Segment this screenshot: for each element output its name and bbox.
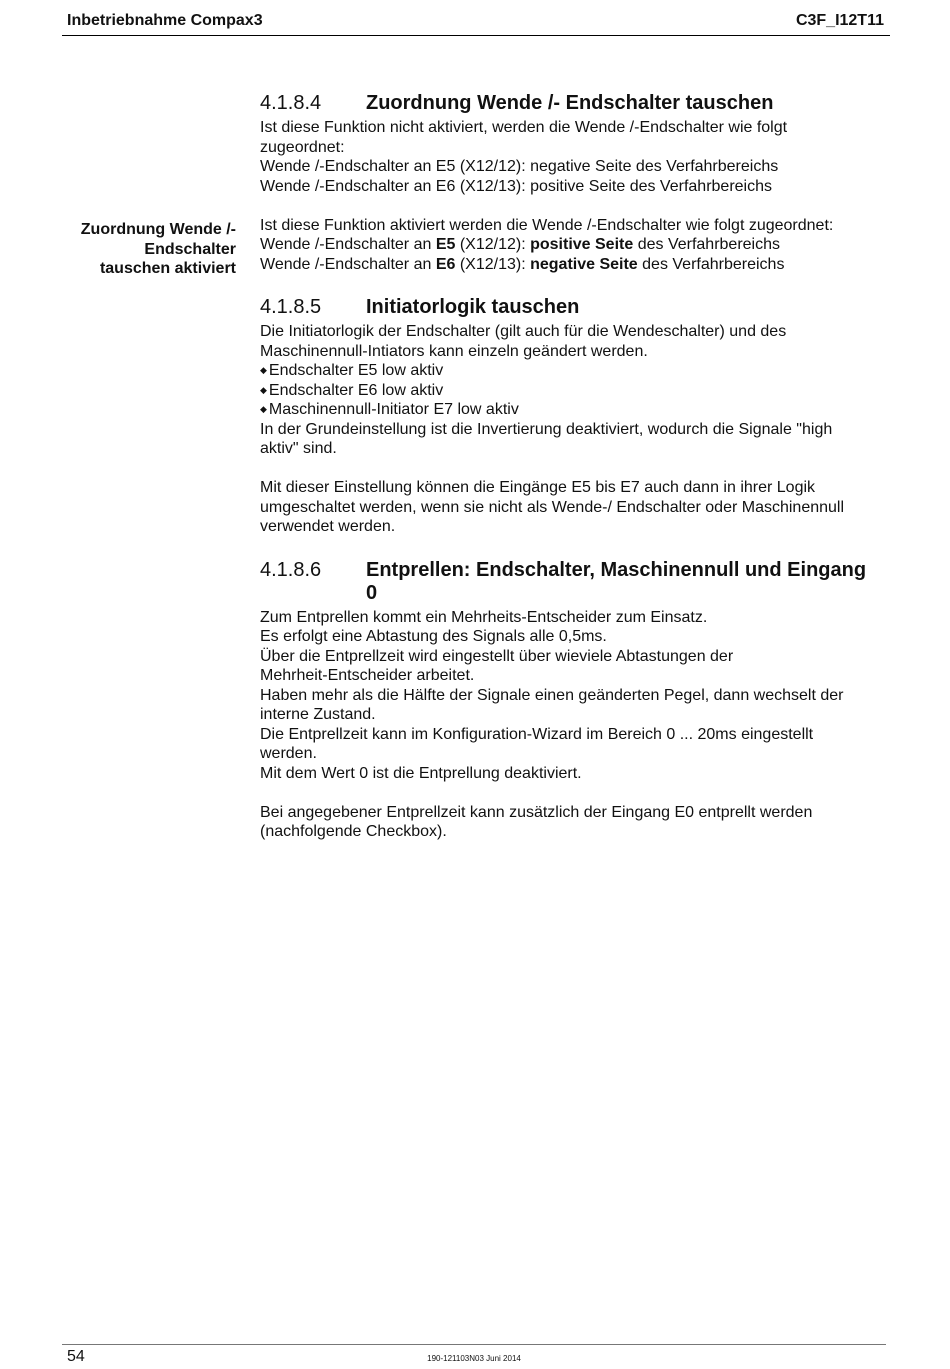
text-run-bold: negative Seite: [530, 255, 638, 273]
paragraph-line-mixed: [260, 255, 890, 275]
paragraph-line: Maschinennull-Intiators kann einzeln geändert werden.: [260, 342, 648, 360]
paragraph-line: Mit dieser Einstellung können die Eingänge E5 bis E7 auch dann in ihrer Logik: [260, 479, 816, 496]
paragraph-line: Es erfolgt eine Abtastung des Signals alle 0,5ms.: [260, 628, 607, 645]
text-run: des Verfahrbereichs: [637, 255, 785, 273]
section-title: Initiatorlogik tauschen: [366, 296, 580, 318]
text-run-bold: positive Seite: [530, 236, 634, 253]
section-number: 4.1.8.6: [260, 558, 322, 581]
section-title: [366, 559, 890, 605]
paragraph-line: Die Initiatorlogik der Endschalter (gilt auch für die Wendeschalter) und des: [260, 323, 787, 340]
paragraph-line: In der Grundeinstellung ist die Invertierung deaktiviert, wodurch die Signale "high: [260, 420, 833, 438]
page-header: [62, 10, 890, 36]
paragraph-line: Ist diese Funktion nicht aktiviert, werden die Wende /-Endschalter wie folgt: [260, 119, 788, 136]
section-4-1-8-6: [260, 559, 890, 842]
section-heading: [260, 559, 890, 605]
header-title: Inbetriebnahme Compax3: [67, 12, 263, 29]
paragraph-line: Mehrheit-Entscheider arbeitet.: [260, 667, 475, 684]
bullet-item: ◆ Endschalter E6 low aktiv: [260, 381, 890, 401]
paragraph-line: Haben mehr als die Hälfte der Signale einen geänderten Pegel, dann wechselt der: [260, 686, 844, 704]
paragraph-line: Mit dem Wert 0 ist die Entprellung deaktiviert.: [260, 764, 582, 782]
paragraph-line: Zum Entprellen kommt ein Mehrheits-Entscheider zum Einsatz.: [260, 608, 708, 626]
text-run-bold: E6: [435, 255, 456, 273]
text-run: (X12/13):: [455, 255, 531, 273]
text-run-bold: E5: [435, 236, 456, 253]
section-heading: [260, 92, 890, 115]
text-run: des Verfahrbereichs: [633, 236, 780, 253]
section-title-line: 0: [366, 581, 378, 604]
section-number: 4.1.8.5: [260, 296, 322, 318]
paragraph-line: interne Zustand.: [260, 706, 376, 723]
paragraph-line: Die Entprellzeit kann im Konfiguration-Wizard im Bereich 0 ... 20ms eingestellt: [260, 725, 814, 743]
paragraph-line: Wende /-Endschalter an E5 (X12/12): negative Seite des Verfahrbereichs: [260, 158, 779, 175]
paragraph-line: umgeschaltet werden, wenn sie nicht als Wende-/ Endschalter oder Maschinennull: [260, 498, 845, 516]
section-number: 4.1.8.4: [260, 92, 322, 114]
text-run: (X12/12):: [455, 236, 531, 253]
page-footer: [62, 1344, 886, 1369]
paragraph-line: Bei angegebener Entprellzeit kann zusätzlich der Eingang E0 entprellt werden: [260, 803, 813, 821]
paragraph-line: verwendet werden.: [260, 518, 396, 535]
bullet-item: ◆ Endschalter E5 low aktiv: [260, 361, 890, 381]
paragraph-line: Über die Entprellzeit wird eingestellt über wieviele Abtastungen der: [260, 647, 734, 665]
paragraph-line: aktiv" sind.: [260, 440, 337, 457]
header-doc-code: C3F_I12T11: [795, 12, 884, 29]
document-id: 190-121103N03 Juni 2014: [427, 1354, 521, 1363]
paragraph-line: werden.: [260, 745, 317, 762]
text-run: Wende /-Endschalter an: [260, 236, 436, 253]
section-heading: [260, 296, 890, 319]
section-4-1-8-5: [260, 296, 890, 537]
margin-note-line: tauschen aktiviert: [99, 260, 236, 277]
margin-note-swap-activated: [40, 220, 236, 279]
paragraph-line-mixed: [260, 235, 890, 255]
section-4-1-8-4: [260, 92, 890, 274]
main-content: [260, 92, 890, 842]
section-title: Zuordnung Wende /- Endschalter tauschen: [366, 92, 774, 114]
page-number: 54: [67, 1348, 85, 1365]
section-title-line: Entprellen: Endschalter, Maschinennull und Eingang: [366, 558, 867, 581]
margin-note-line: Endschalter: [144, 240, 236, 258]
paragraph-line: Wende /-Endschalter an E6 (X12/13): positive Seite des Verfahrbereichs: [260, 177, 772, 195]
paragraph-line: Ist diese Funktion aktiviert werden die Wende /-Endschalter wie folgt zugeordnet:: [260, 216, 834, 234]
margin-note-line: Zuordnung Wende /-: [80, 221, 236, 238]
text-run: Wende /-Endschalter an: [260, 255, 436, 273]
bullet-item: ◆ Maschinennull-Initiator E7 low aktiv: [260, 400, 890, 420]
paragraph-line: zugeordnet:: [260, 138, 345, 156]
paragraph-line: (nachfolgende Checkbox).: [260, 823, 447, 840]
